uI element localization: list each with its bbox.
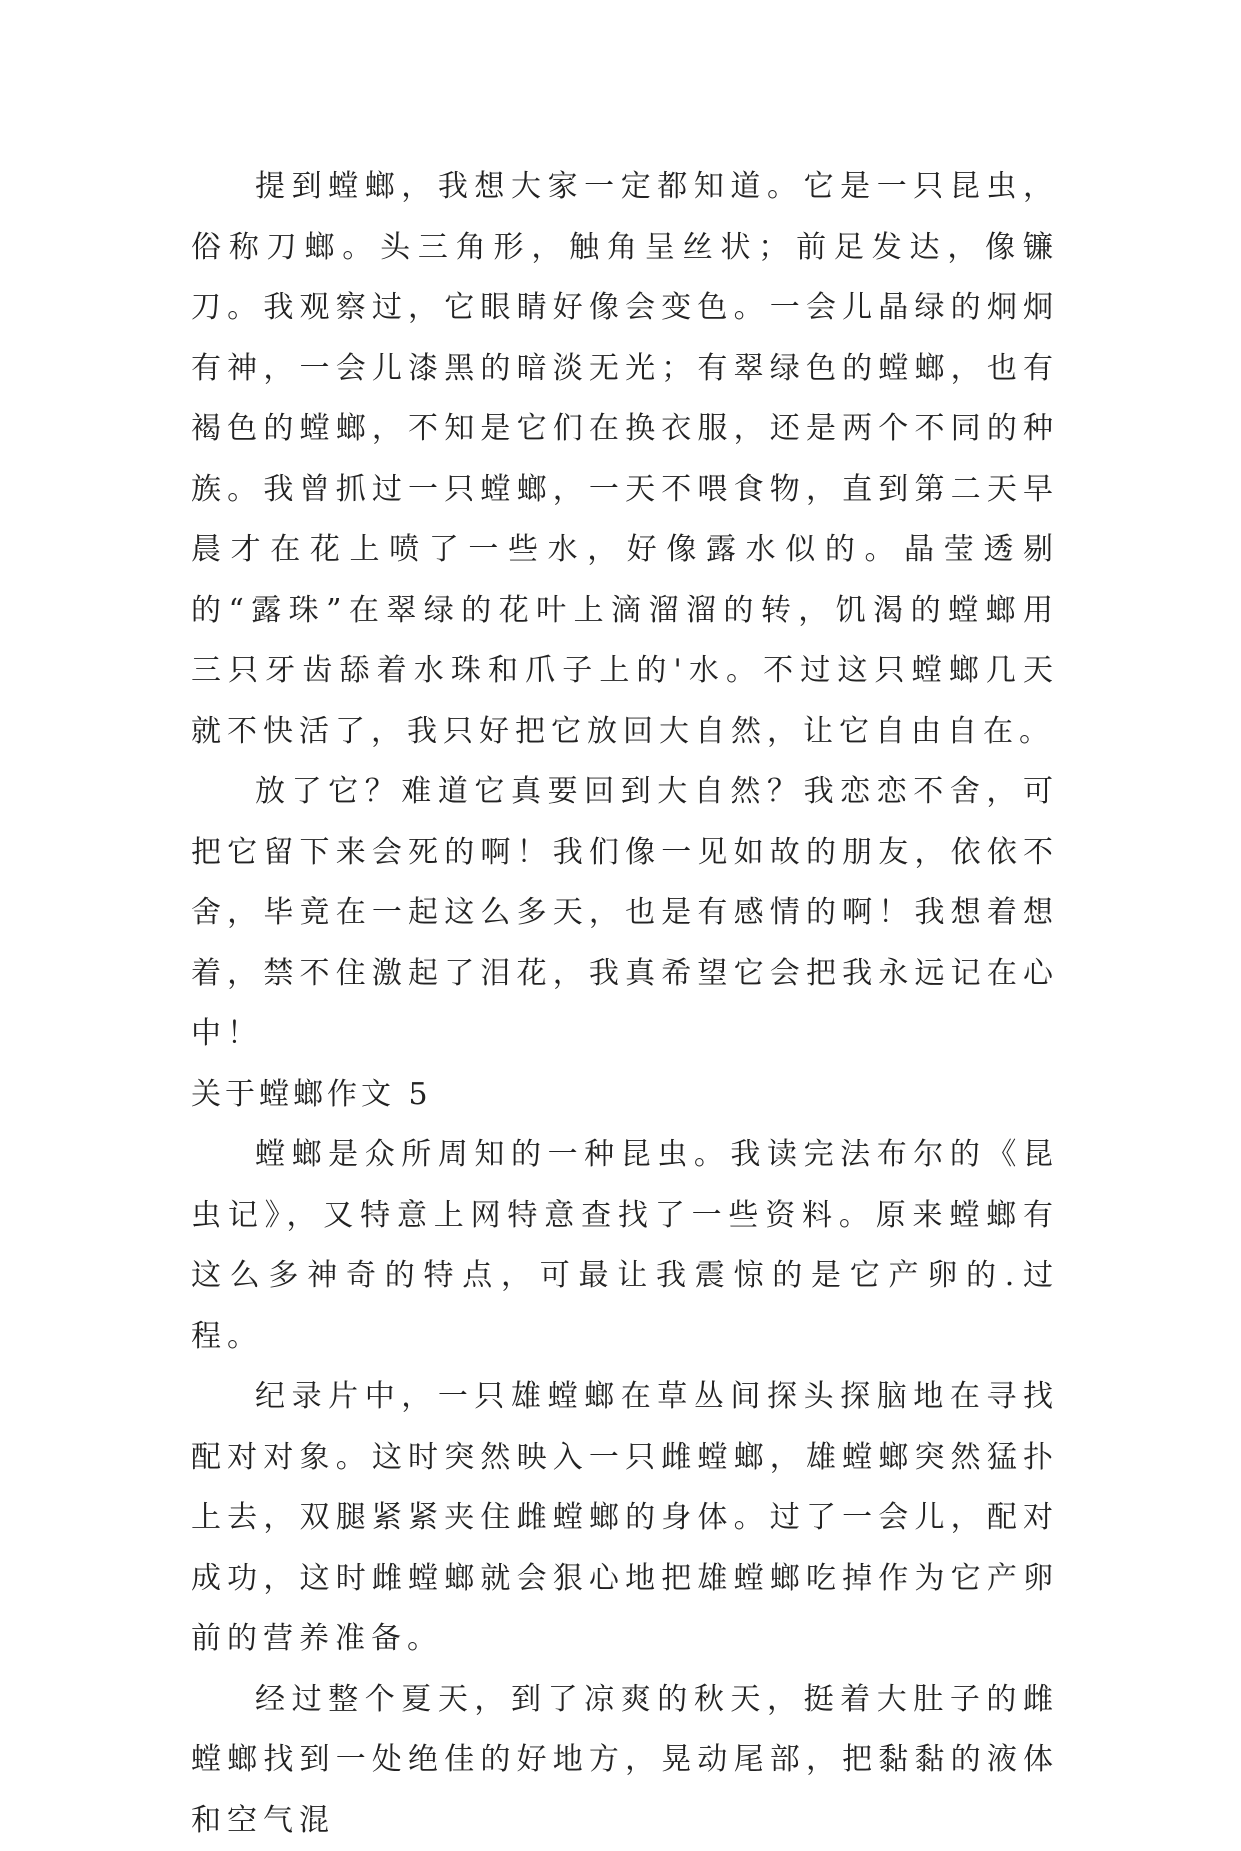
paragraph: 经过整个夏天，到了凉爽的秋天，挺着大肚子的雌螳螂找到一处绝佳的好地方，晃动尾部，把黏黏的液体和空气混 — [191, 1670, 1059, 1851]
paragraph: 纪录片中，一只雄螳螂在草丛间探头探脑地在寻找配对对象。这时突然映入一只雌螳螂，雄螳螂突然猛扑上去，双腿紧紧夹住雌螳螂的身体。过了一会儿，配对成功，这时雌螳螂就会狠心地把雄螳螂吃掉作为它产卵前的营养准备。 — [191, 1367, 1059, 1670]
paragraph: 提到螳螂，我想大家一定都知道。它是一只昆虫，俗称刀螂。头三角形，触角呈丝状；前足发达，像镰刀。我观察过，它眼睛好像会变色。一会儿晶绿的炯炯有神，一会儿漆黑的暗淡无光；有翠绿色的螳螂，也有褐色的螳螂，不知是它们在换衣服，还是两个不同的种族。我曾抓过一只螳螂，一天不喂食物，直到第二天早晨才在花上喷了一些水，好像露水似的。晶莹透剔的“露珠”在翠绿的花叶上滴溜溜的转，饥渴的螳螂用三只牙齿舔着水珠和爪子上的'水。不过这只螳螂几天就不快活了，我只好把它放回大自然，让它自由自在。 — [191, 157, 1059, 762]
document-body — [191, 157, 1059, 1851]
section-heading: 关于螳螂作文 5 — [191, 1065, 1059, 1126]
paragraph: 螳螂是众所周知的一种昆虫。我读完法布尔的《昆虫记》，又特意上网特意查找了一些资料。原来螳螂有这么多神奇的特点，可最让我震惊的是它产卵的.过程。 — [191, 1125, 1059, 1367]
paragraph: 放了它？难道它真要回到大自然？我恋恋不舍，可把它留下来会死的啊！我们像一见如故的朋友，依依不舍，毕竟在一起这么多天，也是有感情的啊！我想着想着，禁不住激起了泪花，我真希望它会把我永远记在心中！ — [191, 762, 1059, 1065]
